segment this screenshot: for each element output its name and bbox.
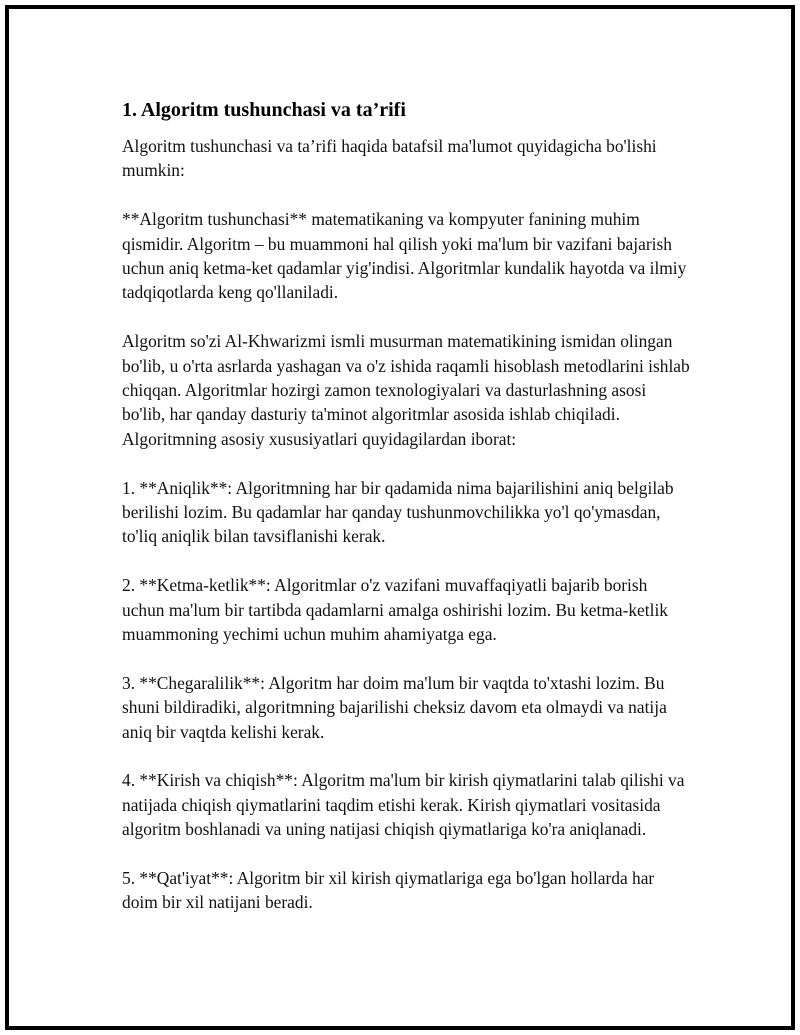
document-body (122, 97, 692, 915)
property-item-determinism: 5. **Qat'iyat**: Algoritm bir xil kirish qiymatlariga ega bo'lgan hollarda har doim bir xil natijani beradi. (122, 868, 655, 913)
document-page (5, 5, 795, 1030)
property-item-finiteness: 3. **Chegaralilik**: Algoritm har doim ma'lum bir vaqtda to'xtashi lozim. Bu shuni bildiradiki, algoritmning bajarilishi cheksiz davom eta olmaydi va natija aniq bir vaqtda kelishi kerak. (122, 672, 667, 742)
property-item-accuracy: 1. **Aniqlik**: Algoritmning har bir qadamida nima bajarilishini aniq belgilab berilishi lozim. Bu qadamlar har qanday tushunmovchilikka yo'l qo'ymasdan, to'liq aniqlik bilan tavsiflanishi kerak. (122, 477, 674, 547)
property-item-input-output: 4. **Kirish va chiqish**: Algoritm ma'lum bir kirish qiymatlarini talab qilishi va natijada chiqish qiymatlarini taqdim etishi kerak. Kirish qiymatlari vositasida algoritm boshlanadi va uning natijasi chiqish qiymatlariga ko'ra aniqlanadi. (122, 770, 685, 840)
history-paragraph: Algoritm so'zi Al-Khwarizmi ismli musurman matematikining ismidan olingan bo'lib, u o'rta asrlarda yashagan va o'z ishida raqamli hisoblash metodlarini ishlab chiqqan. Algoritmlar hozirgi zamon texnologiyalari va dasturlashning asosi bo'lib, har qanday dasturiy ta'minot algoritmlar asosida ishlab chiqiladi. Algoritmning asosiy xususiyatlari quyidagilardan iborat: (122, 331, 690, 449)
section-heading: 1. Algoritm tushunchasi va ta’rifi (122, 99, 406, 121)
intro-paragraph: Algoritm tushunchasi va ta’rifi haqida batafsil ma'lumot quyidagicha bo'lishi mumkin: (122, 136, 657, 181)
property-item-sequence: 2. **Ketma-ketlik**: Algoritmlar o'z vazifani muvaffaqiyatli bajarib borish uchun ma'lum bir tartibda qadamlarni amalga oshirishi lozim. Bu ketma-ketlik muammoning yechimi uchun muhim ahamiyatga ega. (122, 575, 668, 645)
definition-paragraph: **Algoritm tushunchasi** matematikaning va kompyuter fanining muhim qismidir. Algoritm – bu muammoni hal qilish yoki ma'lum bir vazifani bajarish uchun aniq ketma-ket qadamlar yig'indisi. Algoritmlar kundalik hayotda va ilmiy tadqiqotlarda keng qo'llaniladi. (122, 209, 687, 303)
